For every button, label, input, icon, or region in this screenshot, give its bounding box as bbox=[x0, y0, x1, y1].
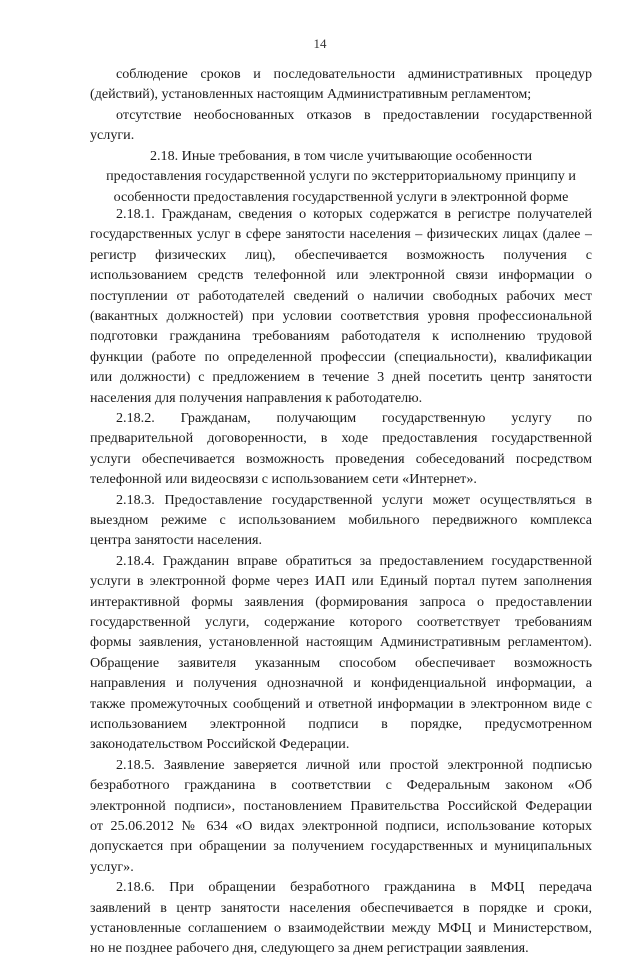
text-line: государственных услуг в сфере занятости населения – физических лицах (далее – bbox=[90, 226, 592, 243]
text-line: услуги в электронной форме через ИАП или Единый портал путем заполнения bbox=[90, 573, 592, 590]
text-line: использованием средств телефонной или электронной связи информации о bbox=[90, 267, 592, 284]
paragraph-2-18-5 bbox=[90, 755, 592, 877]
paragraph-2-18-4 bbox=[90, 551, 592, 755]
text-line: подготовки гражданина требованиям работодателя к исполнению трудовой bbox=[90, 328, 592, 345]
heading-line: предоставления государственной услуги по экстерриториальному принципу и bbox=[106, 168, 576, 185]
text-line: поступлении от работодателей сведений о наличии свободных рабочих мест bbox=[90, 287, 592, 304]
text-line: соблюдение сроков и последовательности административных процедур bbox=[116, 66, 592, 82]
paragraph-2-18-6 bbox=[90, 877, 592, 959]
text-line: допускается при обращении за получением государственных и муниципальных bbox=[90, 838, 592, 855]
text-line: использованием электронной подписи в порядке, предусмотренном bbox=[90, 715, 592, 732]
text-line: отсутствие необоснованных отказов в предоставлении государственной bbox=[116, 106, 592, 123]
text-line: направления и получения однозначной и конфиденциальной информации, а bbox=[90, 675, 592, 692]
paragraph-2-18-2 bbox=[90, 408, 592, 490]
text-line: также промежуточных сообщений и ответной информации в электронном виде с bbox=[90, 695, 592, 712]
text-line: 2.18.5. Заявление заверяется личной или простой электронной подписью bbox=[116, 756, 592, 773]
text-line: услуги обеспечивается возможность проведения собеседований посредством bbox=[90, 450, 592, 467]
text-line: центра занятости населения. bbox=[90, 532, 263, 549]
text-line: регистр физических лиц), обеспечивается возможность получения с bbox=[90, 246, 592, 263]
text-line: выездном режиме с использованием мобильного передвижного комплекса bbox=[90, 511, 592, 528]
text-line: 2.18.2. Гражданам, получающим государственную услугу по bbox=[116, 410, 592, 426]
section-heading bbox=[90, 146, 592, 207]
heading-line: 2.18. Иные требования, в том числе учитывающие особенности bbox=[149, 148, 533, 164]
text-line: безработного гражданина в соответствии с Федеральным законом «Об bbox=[90, 777, 592, 794]
text-line: населения для получения направления к работодателю. bbox=[90, 389, 423, 406]
text-line: заявлений в центр занятости населения обеспечивается в порядке и сроки, bbox=[90, 899, 592, 916]
text-line: услуги. bbox=[90, 127, 135, 144]
text-line: от 25.06.2012 № 634 «О видах электронной подписи, использование которых bbox=[90, 817, 592, 834]
text-line: (действий), установленных настоящим Административным регламентом; bbox=[90, 86, 532, 103]
paragraph-2-18-3 bbox=[90, 490, 592, 551]
text-line: (вакантных должностей) при условии соответствия уровня профессиональной bbox=[90, 307, 592, 324]
paragraph-2-18-1 bbox=[90, 204, 592, 408]
text-line: но не позднее рабочего дня, следующего за днем регистрации заявления. bbox=[90, 940, 529, 957]
text-line: 2.18.4. Гражданин вправе обратиться за предоставлением государственной bbox=[116, 552, 592, 569]
text-line: услуг». bbox=[90, 858, 134, 875]
text-line: функции (работе по определенной профессии (специальности), квалификации bbox=[90, 348, 592, 365]
text-line: формы заявления, установленной настоящим Административным регламентом). bbox=[90, 634, 592, 651]
text-line: предварительной договоренности, в ходе предоставления государственной bbox=[90, 430, 592, 447]
text-line: государственной услуги, содержание которого соответствует требованиям bbox=[90, 613, 592, 630]
top-paragraphs bbox=[90, 64, 592, 146]
text-line: законодательством Российской Федерации. bbox=[90, 736, 350, 753]
text-line: или должности) с предложением в течение 3 дней посетить центр занятости bbox=[90, 369, 592, 386]
text-line: телефонной или видеосвязи с использованием сети «Интернет». bbox=[90, 471, 477, 488]
text-line: интерактивной формы заявления (формирования запроса о предоставлении bbox=[90, 593, 592, 610]
text-line: 2.18.3. Предоставление государственной услуги может осуществляться в bbox=[116, 491, 592, 508]
text-line: 2.18.1. Гражданам, сведения о которых содержатся в регистре получателей bbox=[116, 206, 592, 222]
text-line: 2.18.6. При обращении безработного гражданина в МФЦ передача bbox=[116, 879, 592, 896]
text-line: Обращение заявителя указанным способом обеспечивает возможность bbox=[90, 654, 592, 671]
text-line: установленные соглашением о взаимодействии между МФЦ и Министерством, bbox=[90, 919, 592, 936]
heading-line: особенности предоставления государственной услуги в электронной форме bbox=[113, 188, 569, 205]
text-line: электронной подписи», постановлением Правительства Российской Федерации bbox=[90, 797, 592, 814]
page-number: 14 bbox=[313, 36, 327, 51]
